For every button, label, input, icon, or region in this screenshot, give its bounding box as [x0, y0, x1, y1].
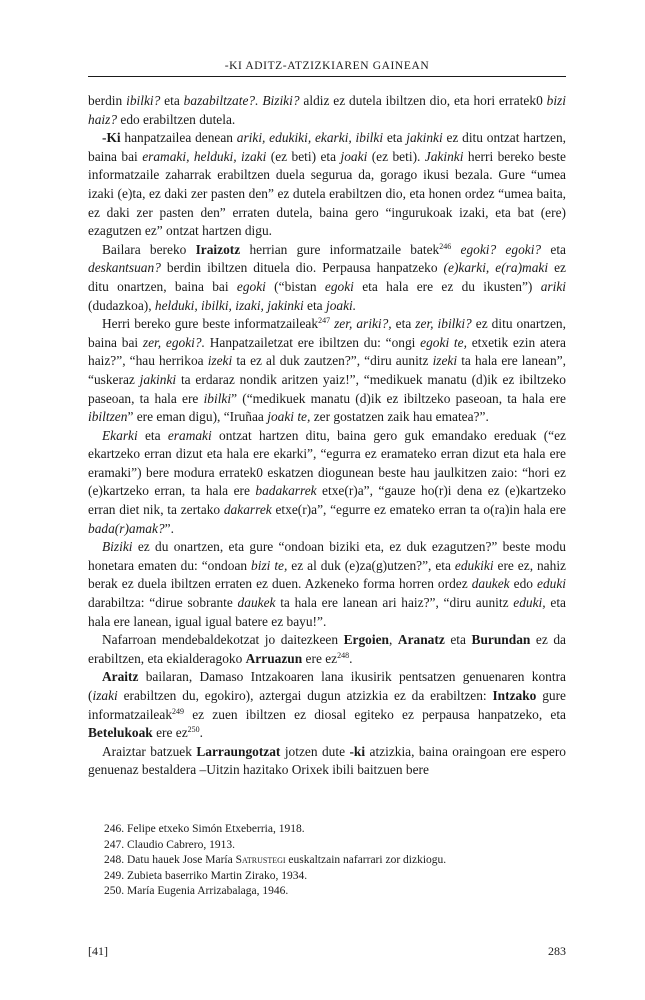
bold-term: Aranatz	[397, 632, 445, 648]
footnote	[88, 884, 566, 900]
paragraph	[88, 427, 566, 539]
bold-term: Burundan	[471, 632, 531, 648]
text-run: eta	[303, 297, 326, 313]
text-run: ere ez	[152, 725, 188, 741]
italic-term: jakinki	[139, 371, 177, 387]
text-run: berdin	[88, 93, 127, 108]
text-run: ere ez, nahiz berak ez duela ibiltzen erraten ez duen. Azkeneko forma horren ordez	[88, 557, 566, 592]
italic-term: Ekarki	[102, 427, 138, 443]
italic-term: edukiki	[454, 557, 494, 573]
text-run: ez ditu onartzen, baina bai	[88, 316, 566, 350]
text-run: eta	[541, 241, 566, 257]
text-run: Bailara bereko	[102, 241, 196, 257]
italic-term: eramaki	[167, 427, 212, 443]
paragraph	[88, 743, 566, 780]
text-run: 246. Felipe etxeko Simón Etxeberria, 1918.	[104, 823, 305, 835]
text-run: ontzat hartzen ditu, baina gero guk emandako ereduak (“ez ekartzeko erran dizut eta hala ere ekarki”, “egurra ez eramateko erran dizut eta hala ere eramaki”) bere modura erratek0 eskatzen diogunean beste hau jaulkitzen zaio: “hori ez (e)kartzeko erran, ta hala ere	[88, 427, 566, 499]
text-run	[451, 242, 460, 257]
paragraph	[88, 668, 566, 742]
italic-term: eduki	[537, 576, 567, 592]
italic-term: bizi haiz?	[88, 93, 566, 127]
italic-term: egoki	[324, 278, 354, 294]
italic-term: bazabiltzate?.	[183, 93, 259, 108]
italic-term: ibilki	[203, 390, 232, 406]
text-run: Herri bereko gure beste informatzaileak	[102, 316, 319, 332]
text-run: herrian gure informatzaile batek	[240, 241, 440, 257]
bold-term: -Ki	[102, 130, 121, 146]
text-run: zer gostatzen zaik hau ematea?”.	[310, 409, 489, 425]
italic-term: zer, ibilki?	[415, 316, 472, 332]
text-run: ta hala ere lanean”, “uskeraz	[88, 353, 566, 387]
text-run: ez da erabiltzen, eta ekialderagoko	[88, 632, 566, 666]
running-header: -KI ADITZ-ATZIZKIAREN GAINEAN	[224, 60, 430, 72]
italic-term: egoki	[236, 278, 266, 294]
text-run: Hanpatzailetzat ere ibiltzen du: “ongi	[204, 334, 421, 350]
text-run: gure informatzaileak	[88, 688, 566, 722]
italic-term: joaki	[340, 148, 368, 164]
text-run: .	[199, 725, 204, 741]
text-run: eta hala ere lanean, igual igual batere ez bayu!”.	[88, 595, 566, 629]
footnote-ref: 250	[187, 725, 200, 735]
italic-term: bizi te,	[251, 557, 288, 573]
text-run: eta hala ere ez du ikusten”)	[353, 278, 541, 294]
footnote-ref: 247	[318, 316, 331, 326]
bold-term: Ergoien	[343, 632, 389, 648]
text-run: edo erabiltzen dutela.	[117, 111, 236, 127]
text-run: ” ere eman digu), “Iruñaa	[127, 409, 268, 425]
text-run: darabiltza: “dirue sobrante	[88, 595, 238, 611]
text-run: ” (“medikuek manatu (d)ik ez ibiltzeko paseoan, ta hala ere	[231, 390, 566, 406]
italic-term: Jakinki	[424, 148, 464, 164]
italic-term: ariki	[540, 278, 566, 294]
italic-term: dakarrek	[223, 502, 272, 518]
text-run: jotzen dute	[280, 743, 350, 759]
text-run: eta	[391, 316, 416, 332]
text-run: eta	[444, 632, 472, 648]
text-run: erabiltzen du, egokiro), aztergai dugun atzizkia ez da erabiltzen:	[117, 688, 493, 703]
paragraph	[88, 92, 566, 129]
text-run: Nafarroan mendebaldekotzat jo daitezkeen	[102, 632, 344, 648]
footnote-ref: 249	[172, 706, 185, 716]
text-run: hanpatzailea denean	[120, 130, 237, 146]
text-run: eta	[160, 93, 184, 108]
text-run: ez zuen ibiltzen ez diosal egiteko ez perpausa hanpatzeko, eta	[184, 706, 566, 722]
italic-term: deskantsuan?	[88, 260, 161, 276]
text-run: ”.	[164, 520, 174, 536]
italic-term: Biziki?	[262, 93, 300, 108]
italic-term: joaki.	[325, 297, 357, 313]
bold-term: Intzako	[492, 688, 537, 703]
text-run: ta erdaraz nondik aritzen yaiz!”, “medikuek manatu (d)ik ez ibiltzeko paseoan, ta hala ere	[88, 371, 567, 406]
text-run: ez al duk (e)za(g)utzen?”, eta	[287, 557, 455, 573]
italic-term: badakarrek	[255, 483, 317, 499]
text-run: .	[349, 650, 353, 666]
paragraph	[88, 315, 566, 427]
text-run: ez du onartzen, eta gure “ondoan biziki eta, ez duk ezagutzen?” beste modu honetara ematen du: “ondoan	[88, 539, 566, 573]
text-run: ta hala ere lanean ari haiz?”, “diru aunitz	[275, 595, 514, 611]
italic-term: joaki te,	[267, 409, 311, 425]
italic-term: ariki, edukiki, ekarki, ibilki	[236, 130, 384, 146]
text-run: eta	[383, 130, 407, 146]
footnote	[88, 853, 566, 869]
italic-term: daukek	[471, 576, 510, 592]
italic-term: izeki	[207, 353, 233, 369]
text-run: berdin ibiltzen dituela dio. Perpausa hanpatzeko	[160, 260, 444, 276]
paragraph	[88, 538, 566, 631]
bold-term: Araitz	[102, 669, 139, 685]
text-run: 249. Zubieta baserriko Martin Zirako, 1934.	[104, 869, 308, 882]
italic-term: (e)karki, e(ra)maki	[443, 260, 549, 276]
text-run: etxe(r)a”, “gauze ho(r)i dena ez (e)kartzeko erran diet nik, ta zertako	[88, 483, 566, 518]
text-run: ,	[389, 632, 398, 648]
text-run: euskaltzain nafarrari zor dizkiogu.	[285, 854, 447, 866]
text-run: edo	[509, 576, 538, 592]
italic-term: daukek	[237, 595, 276, 611]
italic-term: egoki? egoki?	[460, 241, 542, 257]
text-run: ez ditu ontzat hartzen, baina bai	[88, 130, 566, 164]
text-run: eta	[137, 427, 168, 443]
footnote-ref: 246	[439, 241, 452, 251]
italic-term: jakinki	[406, 130, 443, 146]
bold-term: -ki	[349, 743, 366, 759]
section-number: [41]	[88, 944, 108, 958]
body-text	[88, 92, 566, 780]
text-run: (dudazkoa),	[88, 297, 155, 313]
text-run: (“bistan	[265, 278, 325, 294]
text-run: herri bereko beste informatzaile zaharrak erabiltzen duela segurua da, gorago ikusi bezala. Gure “umea izaki (e)ta, ez daki zer pasten den” ez dutela erabiltzen dio, eta honen ordez “umea baita, ez daki zer pasten den” erraten dutela, baina gero “ingurukoak izaki, eta bat (ere) ezagutzen ez” ontzat hartzen digu.	[88, 148, 566, 239]
text-run: etxe(r)a”, “egurre ez emateko erran ta o(ra)in hala ere	[271, 502, 567, 518]
bold-term: Iraizotz	[195, 241, 241, 257]
text-run: Araiztar batzuek	[102, 743, 197, 759]
italic-term: eramaki, helduki, izaki	[142, 148, 267, 164]
italic-term: ibiltzen	[88, 409, 128, 425]
text-run: ez ditu onartzen, baina bai	[88, 260, 566, 294]
italic-term: ibilki?	[126, 93, 161, 108]
text-run: 248. Datu hauek Jose María	[104, 854, 236, 866]
paragraph	[88, 129, 566, 241]
header-rule	[88, 76, 566, 77]
text-run: ere ez	[302, 650, 338, 666]
bold-term: Arruazun	[245, 650, 303, 666]
bold-term: Larraungotzat	[196, 743, 281, 759]
text-run: aldiz ez dutela ibiltzen dio, eta hori erratek0	[299, 93, 547, 108]
text-run: 250. María Eugenia Arrizabalaga, 1946.	[104, 885, 289, 897]
text-run: 247. Claudio Cabrero, 1913.	[104, 838, 235, 851]
small-caps-name: Satrustegi	[235, 854, 286, 866]
footnote-ref: 248	[337, 650, 350, 660]
italic-term: helduki, ibilki, izaki, jakinki	[154, 297, 304, 313]
text-run: (ez beti).	[367, 148, 425, 164]
page-number: 283	[548, 944, 566, 958]
paragraph	[88, 241, 566, 315]
text-run: ta ez al duk zautzen?”, “diru aunitz	[232, 353, 433, 369]
italic-term: egoki te,	[420, 334, 467, 350]
footnotes	[88, 822, 566, 900]
text-run: bailaran, Damaso Intzakoaren lana ikusirik pentsatzen genuenaren kontra (	[88, 669, 566, 703]
italic-term: eduki,	[513, 595, 546, 611]
footnote	[88, 822, 566, 838]
paragraph	[88, 631, 566, 668]
footnote	[88, 869, 566, 885]
footnote	[88, 838, 566, 854]
italic-term: izaki	[92, 688, 118, 703]
text-run: atzizkia, baina oraingoan ere espero genuenaz bestaldera –Uitzin hazitako Orixek ibili baitzuen bere	[88, 743, 566, 778]
bold-term: Betelukoak	[88, 725, 153, 741]
italic-term: izeki	[432, 353, 458, 369]
text-run: (ez beti) eta	[266, 148, 341, 164]
italic-term: bada(r)amak?	[88, 520, 165, 536]
text-run: etxetik ezin atera haiz?”, “hau herrikoa	[88, 334, 567, 369]
italic-term: zer, egoki?.	[142, 334, 205, 350]
italic-term: zer, ariki?,	[334, 316, 392, 332]
italic-term: Biziki	[102, 539, 133, 555]
